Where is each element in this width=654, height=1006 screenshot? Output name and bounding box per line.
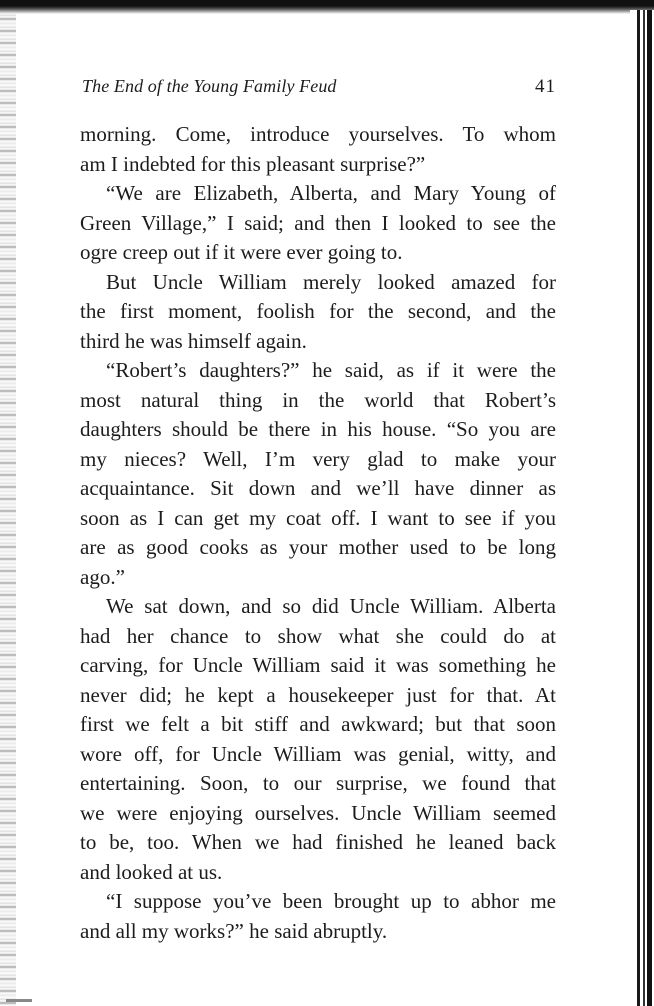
- text-line: carving, for Uncle William said it was something he: [80, 653, 556, 677]
- text-line: the first moment, foolish for the second, and the: [80, 299, 556, 323]
- running-title: The End of the Young Family Feud: [82, 76, 337, 96]
- page-number: 41: [535, 76, 556, 97]
- text-line: morning. Come, introduce yourselves. To whom: [80, 122, 556, 146]
- text-line: acquaintance. Sit down and we’ll have dinner as: [80, 476, 556, 500]
- text-line: entertaining. Soon, to our surprise, we found that: [80, 771, 556, 795]
- text-line: “We are Elizabeth, Alberta, and Mary Young of: [106, 181, 556, 205]
- text-line: “I suppose you’ve been brought up to abhor me: [106, 889, 556, 913]
- text-line: ago.”: [80, 564, 125, 589]
- top-edge-rule: [0, 0, 654, 14]
- text-line: and all my works?” he said abruptly.: [80, 918, 388, 943]
- text-line: to be, too. When we had finished he leaned back: [80, 830, 556, 854]
- text-line: had her chance to show what she could do at: [80, 623, 556, 648]
- text-line: my nieces? Well, I’m very glad to make your: [80, 446, 556, 471]
- bottom-scan-mark: [6, 999, 32, 1002]
- text-line: ogre creep out if it were ever going to.: [80, 240, 403, 264]
- text-line: soon as I can get my coat off. I want to see if you: [80, 505, 556, 530]
- text-line: are as good cooks as your mother used to be long: [80, 535, 556, 559]
- text-line: and looked at us.: [80, 859, 223, 884]
- text-line: we were enjoying ourselves. Uncle William seemed: [80, 800, 556, 825]
- text-line: Green Village,” I said; and then I looked to see the: [80, 210, 556, 235]
- text-line: third he was himself again.: [80, 328, 307, 353]
- text-line: first we felt a bit stiff and awkward; but that soon: [80, 712, 556, 736]
- text-line: most natural thing in the world that Robert’s: [80, 387, 556, 412]
- text-line: daughters should be there in his house. “So you are: [80, 417, 556, 441]
- left-page-edge: [0, 14, 16, 1006]
- text-line: “Robert’s daughters?” he said, as if it were the: [106, 358, 556, 382]
- body-text: [80, 120, 556, 946]
- text-line: We sat down, and so did Uncle William. Alberta: [106, 594, 556, 618]
- text-line: am I indebted for this pleasant surprise?”: [80, 151, 426, 176]
- text-line: wore off, for Uncle William was genial, witty, and: [80, 741, 556, 766]
- right-page-edge: [630, 10, 654, 1006]
- text-line: never did; he kept a housekeeper just for that. At: [80, 682, 556, 707]
- running-head: [82, 76, 556, 102]
- text-line: But Uncle William merely looked amazed for: [106, 269, 556, 294]
